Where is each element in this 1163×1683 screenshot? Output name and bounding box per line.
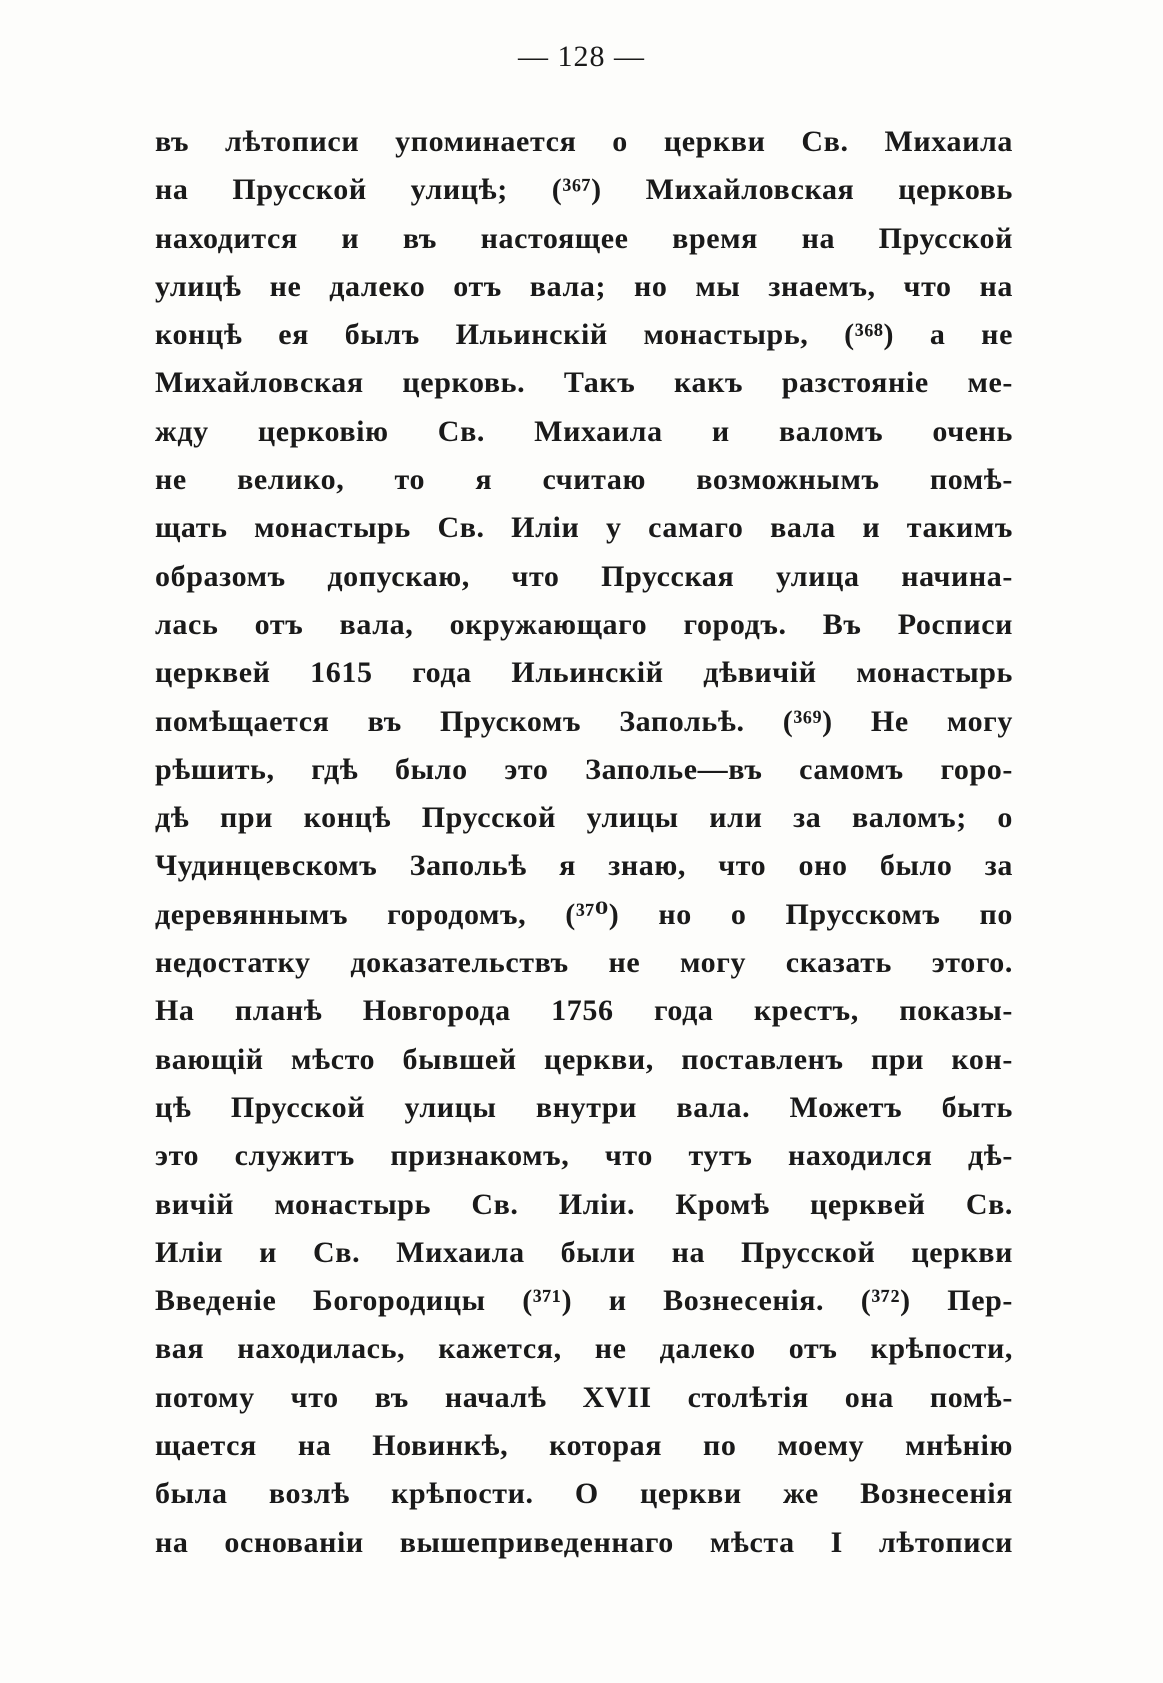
text-line: въ лѣтописи упоминается о церкви Св. Михаила bbox=[155, 125, 1013, 158]
text-line: вичій монастырь Св. Иліи. Кромѣ церквей Св. bbox=[155, 1187, 1013, 1221]
text-line: не велико, то я считаю возможнымъ помѣ- bbox=[155, 463, 1013, 497]
text-line: Михайловская церковь. Такъ какъ разстояніе ме- bbox=[155, 366, 1013, 400]
text-line: церквей 1615 года Ильинскій дѣвичій монастырь bbox=[155, 656, 1013, 690]
text-line: Иліи и Св. Михаила были на Прусской церкви bbox=[155, 1235, 1013, 1269]
text-line: это служитъ признакомъ, что тутъ находился дѣ- bbox=[155, 1139, 1013, 1173]
text-line: цѣ Прусской улицы внутри вала. Можетъ быть bbox=[155, 1090, 1013, 1124]
text-line: лась отъ вала, окружающаго городъ. Въ Росписи bbox=[155, 607, 1013, 641]
page-number: — 128 — bbox=[518, 40, 645, 73]
text-line: помѣщается въ Прускомъ Запольѣ. (³⁶⁹) Не могу bbox=[155, 704, 1013, 738]
text-line: вающій мѣсто бывшей церкви, поставленъ при кон- bbox=[155, 1042, 1013, 1076]
text-line: щать монастырь Св. Иліи у самаго вала и такимъ bbox=[155, 511, 1013, 545]
text-line: на основаніи вышеприведеннаго мѣста I лѣтописи bbox=[155, 1525, 1013, 1559]
text-line: на Прусской улицѣ; (³⁶⁷) Михайловская церковь bbox=[155, 173, 1013, 207]
text-line: Введеніе Богородицы (³⁷¹) и Вознесенія. (³⁷²) Пер- bbox=[155, 1284, 1013, 1318]
text-line: улицѣ не далеко отъ вала; но мы знаемъ, что на bbox=[155, 269, 1013, 303]
text-line: жду церковію Св. Михаила и валомъ очень bbox=[155, 414, 1013, 448]
text-line: недостатку доказательствъ не могу сказать этого. bbox=[155, 946, 1013, 980]
text-line: вая находилась, кажется, не далеко отъ крѣпости, bbox=[155, 1332, 1013, 1366]
text-line: щается на Новинкѣ, которая по моему мнѣнію bbox=[155, 1429, 1013, 1463]
text-line: деревяннымъ городомъ, (³⁷⁰) но о Прусскомъ по bbox=[155, 897, 1013, 931]
text-line: На планѣ Новгорода 1756 года крестъ, показы- bbox=[155, 994, 1013, 1028]
text-line: концѣ ея былъ Ильинскій монастырь, (³⁶⁸) а не bbox=[155, 318, 1013, 352]
text-line: находится и въ настоящее время на Прусской bbox=[155, 221, 1013, 255]
text-line: потому что въ началѣ XVII столѣтія она помѣ- bbox=[155, 1380, 1013, 1414]
text-line: рѣшить, гдѣ было это Заполье—въ самомъ горо- bbox=[155, 752, 1013, 786]
text-line: Чудинцевскомъ Запольѣ я знаю, что оно было за bbox=[155, 849, 1013, 883]
text-line: образомъ допускаю, что Прусская улица начина- bbox=[155, 559, 1013, 593]
text-line: была возлѣ крѣпости. О церкви же Вознесенія bbox=[155, 1477, 1013, 1511]
text-line: дѣ при концѣ Прусской улицы или за валомъ; о bbox=[155, 801, 1013, 835]
body-text bbox=[155, 118, 1013, 1567]
